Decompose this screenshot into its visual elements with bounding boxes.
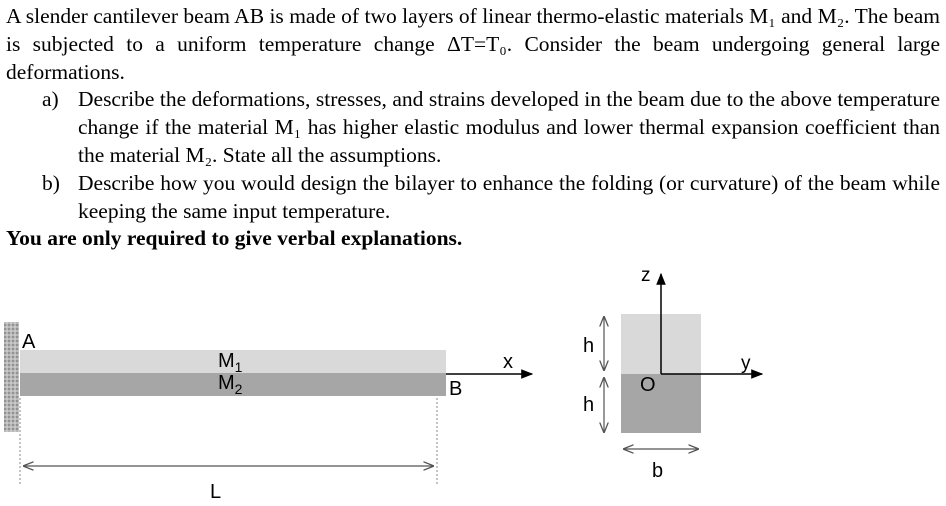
problem-intro: A slender cantilever beam AB is made of two layers of linear thermo-elastic materials M₁ and M₂. The beam is subjected to a uniform temperature change ΔT=T₀. Consider the beam undergoing general large deformations. (6, 4, 940, 84)
height-top-label: h (583, 335, 595, 357)
section-layer-m2 (621, 374, 701, 433)
length-label: L (210, 481, 222, 503)
height-bottom-label: h (583, 394, 595, 416)
layer-m1-subscript: 1 (234, 359, 243, 375)
question-b-text: Describe how you would design the bilayer to enhance the folding (or curvature) of the beam while keeping the same input temperature. (78, 170, 940, 223)
layer-m1-letter: M (218, 350, 235, 372)
question-a-label: a) (42, 87, 59, 112)
closing-instruction: You are only required to give verbal explanations. (6, 226, 463, 251)
layer-m2-letter: M (218, 372, 235, 394)
y-axis-label: y (741, 353, 751, 374)
layer-m2-subscript: 2 (234, 381, 243, 397)
origin-label: O (640, 374, 656, 396)
fixed-wall (4, 322, 19, 432)
end-b-label: B (449, 378, 463, 400)
x-axis-label: x (503, 351, 513, 373)
question-b-label: b) (42, 170, 60, 195)
width-label: b (652, 460, 664, 482)
end-a-label: A (22, 331, 36, 353)
z-axis-label: z (641, 265, 651, 286)
question-a-text: Describe the deformations, stresses, and strains developed in the beam due to the above temperature change if the material M₁ has higher elastic modulus and lower thermal expansion coefficient than the material M₂. State all the assumptions. (78, 87, 940, 167)
